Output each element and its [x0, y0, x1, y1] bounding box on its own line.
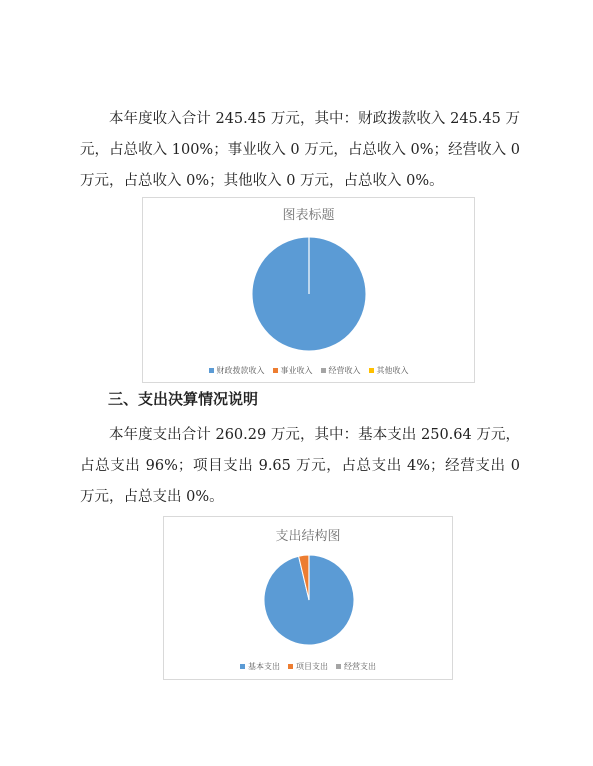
chart-legend: [164, 661, 452, 672]
legend-item: [209, 365, 265, 376]
legend-label: 财政拨款收入: [216, 366, 265, 375]
legend-swatch: [209, 368, 214, 373]
legend-swatch: [240, 664, 245, 669]
legend-item: [369, 365, 409, 376]
legend-label: 项目支出: [296, 662, 328, 671]
legend-item: [288, 661, 328, 672]
legend-label: 其他收入: [376, 366, 409, 375]
legend-label: 基本支出: [248, 662, 280, 671]
income-pie-svg: [143, 198, 476, 384]
legend-swatch: [369, 368, 374, 373]
legend-item: [336, 661, 376, 672]
legend-item: [273, 365, 313, 376]
chart-title: 支出结构图: [275, 529, 341, 544]
section-heading: 三、支出决算情况说明: [108, 390, 259, 408]
expense-pie-chart: [163, 516, 453, 680]
legend-item: [240, 661, 280, 672]
expense-paragraph: 本年度支出合计 260.29 万元，其中：基本支出 250.64 万元，占总支出 96%；项目支出 9.65 万元，占总支出 4%；经营支出 0 万元，占总支出 0%。: [80, 427, 520, 505]
legend-swatch: [273, 368, 278, 373]
legend-swatch: [336, 664, 341, 669]
income-pie-chart: [142, 197, 475, 383]
legend-label: 事业收入: [280, 366, 313, 375]
legend-swatch: [321, 368, 326, 373]
chart-legend: [143, 365, 474, 376]
expense-pie-svg: [164, 517, 454, 681]
legend-label: 经营支出: [344, 662, 376, 671]
income-paragraph: 本年度收入合计 245.45 万元，其中：财政拨款收入 245.45 万元，占总收入 100%；事业收入 0 万元，占总收入 0%；经营收入 0 万元，占总收入 0%；其他收入 0 万元，占总收入 0%。: [80, 111, 520, 189]
legend-item: [321, 365, 361, 376]
legend-swatch: [288, 664, 293, 669]
chart-title: 图表标题: [282, 208, 335, 223]
legend-label: 经营收入: [328, 366, 361, 375]
